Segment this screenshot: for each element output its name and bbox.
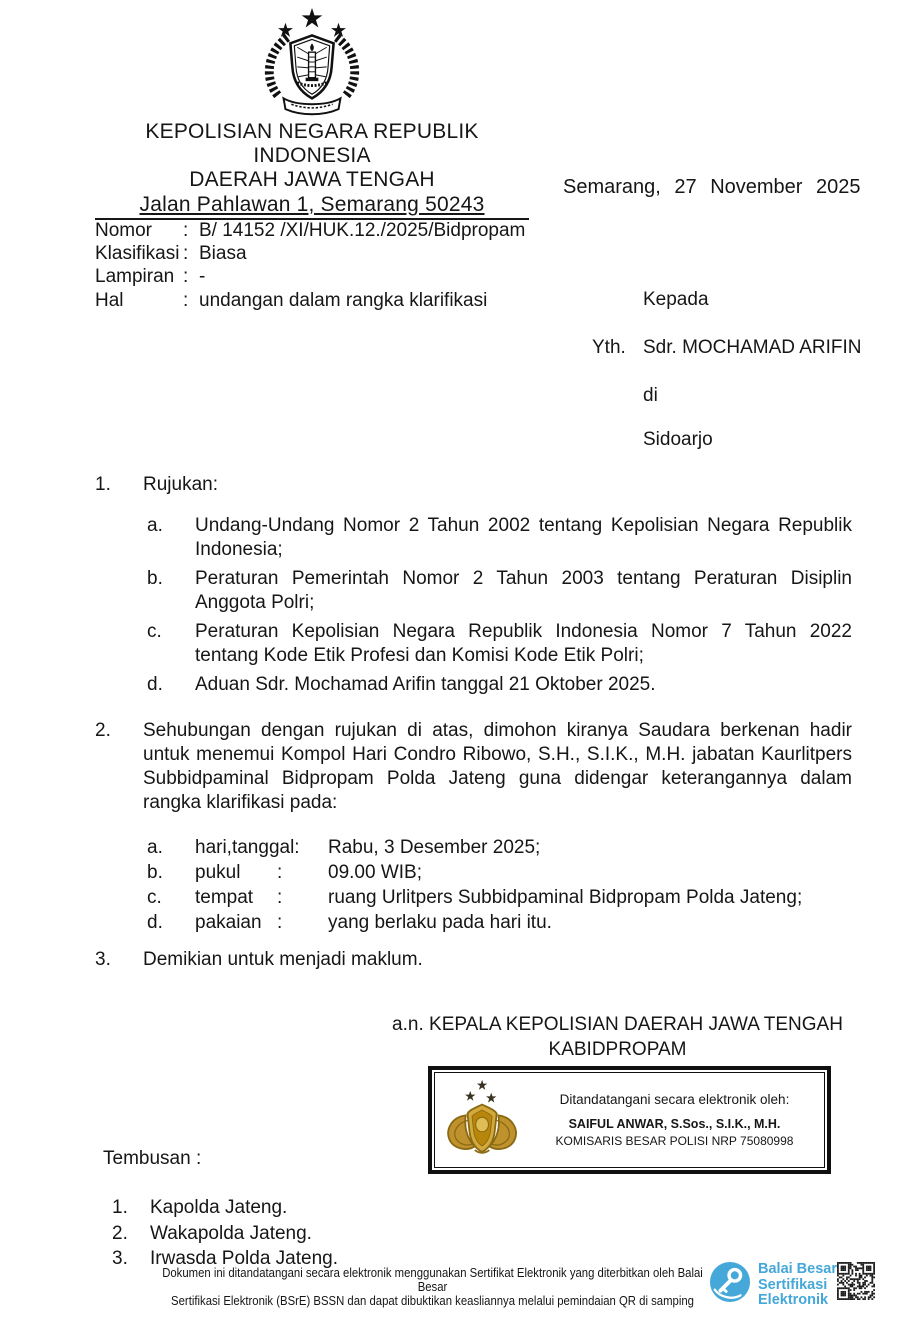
item-number: 1. bbox=[95, 474, 111, 495]
list-text: Peraturan Pemerintah Nomor 2 Tahun 2003 tentang Peraturan Disiplin Anggota Polri; bbox=[195, 568, 852, 613]
list-letter: d. bbox=[147, 674, 163, 695]
meta-row-klasifikasi bbox=[95, 242, 525, 265]
tembusan-text: Irwasda Polda Jateng. bbox=[150, 1247, 339, 1269]
item-number: 3. bbox=[95, 949, 111, 970]
date-line: Semarang, 27 November 2025 bbox=[563, 176, 861, 198]
item-number: 2. bbox=[95, 720, 111, 741]
tembusan-section bbox=[103, 1146, 338, 1271]
detail-colon: : bbox=[277, 862, 283, 883]
bsre-name bbox=[758, 1262, 837, 1309]
meta-colon: : bbox=[183, 243, 189, 265]
meta-row-hal bbox=[95, 289, 525, 312]
recipient-yth: Yth. bbox=[592, 337, 626, 358]
meta-colon: : bbox=[183, 289, 189, 311]
list-item bbox=[147, 673, 852, 697]
detail-letter: a. bbox=[147, 837, 163, 858]
bsre-name-line2: Sertifikasi bbox=[758, 1276, 828, 1293]
esign-label: Ditandatangani secara elektronik oleh: bbox=[559, 1092, 790, 1107]
tembusan-text: Kapolda Jateng. bbox=[150, 1197, 288, 1219]
footer-disclaimer-line2: Sertifikasi Elektronik (BSrE) BSSN dan dapat dibuktikan keasliannya melalui pemindaian QR di samping bbox=[171, 1293, 694, 1308]
item-title: Rujukan: bbox=[143, 474, 218, 495]
list-text: Peraturan Kepolisian Negara Republik Indonesia Nomor 7 Tahun 2022 tentang Kode Etik Profesi dan Komisi Kode Etik Polri; bbox=[195, 621, 852, 666]
meta-label: Lampiran bbox=[95, 266, 175, 288]
letterhead bbox=[95, 6, 529, 220]
detail-label: tempat bbox=[195, 887, 254, 908]
detail-colon: : bbox=[277, 887, 283, 908]
esign-text bbox=[531, 1092, 824, 1148]
signer-name: SAIFUL ANWAR, S.Sos., S.I.K., M.H. bbox=[568, 1117, 781, 1131]
detail-label: hari,tanggal: bbox=[195, 837, 300, 858]
list-item bbox=[147, 620, 852, 668]
detail-row-pakaian bbox=[147, 910, 852, 935]
body-item-3 bbox=[95, 948, 852, 972]
meta-value: - bbox=[199, 266, 206, 288]
letterhead-line1: KEPOLISIAN NEGARA REPUBLIK INDONESIA bbox=[145, 120, 479, 167]
esign-box-inner bbox=[434, 1072, 825, 1168]
detail-value: yang berlaku pada hari itu. bbox=[328, 912, 552, 933]
letter-meta bbox=[95, 219, 525, 312]
signature-position-title: KABIDPROPAM bbox=[548, 1039, 687, 1060]
tembusan-number: 3. bbox=[112, 1247, 128, 1269]
list-letter: b. bbox=[147, 568, 163, 589]
letterhead-line2: DAERAH JAWA TENGAH bbox=[189, 168, 435, 191]
meta-row-nomor bbox=[95, 219, 525, 242]
recipient-city: Sidoarjo bbox=[643, 429, 713, 450]
body-item-1 bbox=[95, 473, 852, 497]
list-letter: c. bbox=[147, 621, 162, 642]
meta-row-lampiran bbox=[95, 265, 525, 288]
signature-an-line: a.n. KEPALA KEPOLISIAN DAERAH JAWA TENGAH bbox=[392, 1014, 843, 1035]
list-item bbox=[147, 514, 852, 562]
bsre-logo-icon bbox=[709, 1261, 751, 1308]
bsre-name-line1: Balai Besar bbox=[758, 1261, 837, 1277]
letterhead-address: Jalan Pahlawan 1, Semarang 50243 bbox=[139, 193, 485, 216]
item-text: Demikian untuk menjadi maklum. bbox=[143, 949, 423, 970]
footer-disclaimer bbox=[147, 1267, 719, 1308]
list-text: Undang-Undang Nomor 2 Tahun 2002 tentang Kepolisian Negara Republik Indonesia; bbox=[195, 515, 852, 560]
meta-colon: : bbox=[183, 220, 189, 241]
tembusan-number: 2. bbox=[112, 1222, 128, 1244]
body-item-2 bbox=[95, 719, 852, 815]
list-text: Aduan Sdr. Mochamad Arifin tanggal 21 Oktober 2025. bbox=[195, 674, 656, 695]
detail-label: pakaian bbox=[195, 912, 262, 933]
recipient-name: Sdr. MOCHAMAD ARIFIN bbox=[643, 337, 862, 358]
tembusan-item bbox=[112, 1221, 338, 1246]
esign-box bbox=[428, 1066, 831, 1174]
meta-value: B/ 14152 /XI/HUK.12./2025/Bidpropam bbox=[199, 220, 526, 241]
footer-disclaimer-line1: Dokumen ini ditandatangani secara elektronik menggunakan Sertifikat Elektronik yang diterbitkan oleh Balai Besar bbox=[162, 1266, 703, 1294]
recipient-di: di bbox=[643, 385, 658, 406]
detail-label: pukul bbox=[195, 862, 241, 883]
bsre-name-line3: Elektronik bbox=[758, 1292, 829, 1309]
detail-letter: d. bbox=[147, 912, 163, 933]
detail-row-hari bbox=[147, 835, 852, 860]
detail-value: ruang Urlitpers Subbidpaminal Bidpropam Polda Jateng; bbox=[328, 887, 803, 908]
bsre-badge bbox=[709, 1261, 837, 1309]
meta-label: Hal bbox=[95, 289, 124, 311]
letterhead-rule bbox=[95, 193, 529, 220]
detail-row-tempat bbox=[147, 885, 852, 910]
detail-letter: b. bbox=[147, 862, 163, 883]
detail-letter: c. bbox=[147, 887, 162, 908]
signature-heading bbox=[376, 1012, 859, 1062]
tembusan-text: Wakapolda Jateng. bbox=[150, 1222, 312, 1244]
tembusan-title: Tembusan : bbox=[103, 1148, 202, 1169]
tembusan-number: 1. bbox=[112, 1197, 128, 1219]
detail-row-pukul bbox=[147, 860, 852, 885]
letter-body bbox=[95, 473, 852, 972]
detail-colon: : bbox=[277, 912, 283, 933]
list-letter: a. bbox=[147, 515, 163, 536]
signer-rank-nrp: KOMISARIS BESAR POLISI NRP 75080998 bbox=[555, 1134, 794, 1148]
list-item bbox=[147, 567, 852, 615]
tembusan-item bbox=[112, 1195, 338, 1220]
meta-value: Biasa bbox=[199, 243, 247, 265]
meta-label: Nomor bbox=[95, 220, 153, 241]
polri-tribrata-emblem-icon bbox=[95, 6, 529, 118]
polri-gold-emblem-icon bbox=[435, 1077, 531, 1163]
meta-colon: : bbox=[183, 266, 189, 288]
meeting-details bbox=[147, 835, 852, 935]
meta-label: Klasifikasi bbox=[95, 243, 180, 265]
detail-value: Rabu, 3 Desember 2025; bbox=[328, 837, 541, 858]
verification-qr-code bbox=[837, 1262, 875, 1300]
item-paragraph: Sehubungan dengan rujukan di atas, dimohon kiranya Saudara berkenan hadir untuk menemui Kompol Hari Condro Ribowo, S.H., S.I.K., M.H. jabatan Kaurlitpers Subbidpaminal Bidpropam Polda Jateng guna didengar keterangannya dalam rangka klarifikasi pada: bbox=[143, 720, 852, 813]
detail-colon bbox=[277, 835, 328, 860]
recipient-kepada: Kepada bbox=[643, 289, 709, 310]
meta-value: undangan dalam rangka klarifikasi bbox=[199, 289, 488, 311]
detail-value: 09.00 WIB; bbox=[328, 862, 422, 883]
